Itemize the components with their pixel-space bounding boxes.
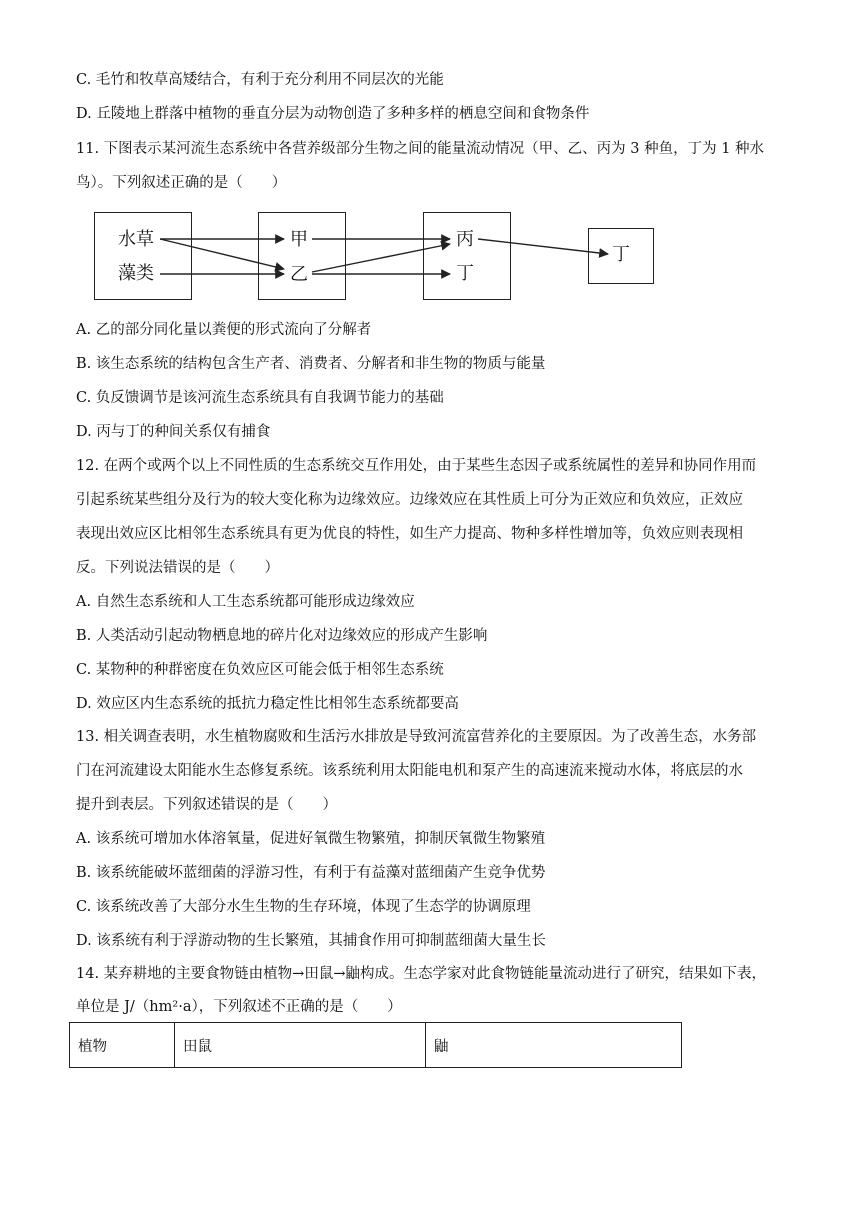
table-row: [70, 1023, 682, 1068]
label-bing: 丙: [456, 229, 474, 250]
arrows: [90, 208, 670, 308]
q11-option-d: D. 丙与丁的种间关系仅有捕食: [76, 424, 271, 440]
table-header-weasel: 鼬: [426, 1023, 682, 1068]
q10-option-c: C. 毛竹和牧草高矮结合，有利于充分利用不同层次的光能: [76, 72, 444, 88]
q14-energy-table: [69, 1022, 682, 1068]
energy-flow-diagram: [90, 208, 670, 308]
label-zaolei: 藻类: [118, 263, 154, 284]
q11-option-b: B. 该生态系统的结构包含生产者、消费者、分解者和非生物的物质与能量: [76, 356, 546, 372]
q12-option-d: D. 效应区内生态系统的抵抗力稳定性比相邻生态系统都要高: [76, 696, 459, 712]
q12-stem-line-1: 12. 在两个或两个以上不同性质的生态系统交互作用处，由于某些生态因子或系统属性的差异和协同作用而: [76, 458, 757, 474]
q12-stem-line-4: 反。下列说法错误的是（ ）: [76, 560, 279, 576]
q13-stem-line-3: 提升到表层。下列叙述错误的是（ ）: [76, 797, 337, 813]
label-ding-in-box: 丁: [456, 263, 474, 284]
q11-stem-line-1: 11. 下图表示某河流生态系统中各营养级部分生物之间的能量流动情况（甲、乙、丙为 3 种鱼，丁为 1 种水: [76, 141, 765, 157]
q11-option-c: C. 负反馈调节是该河流生态系统具有自我调节能力的基础: [76, 390, 444, 406]
q10-option-d: D. 丘陵地上群落中植物的垂直分层为动物创造了多种多样的栖息空间和食物条件: [76, 106, 590, 122]
q12-option-a: A. 自然生态系统和人工生态系统都可能形成边缘效应: [76, 594, 415, 610]
q13-stem-line-1: 13. 相关调查表明，水生植物腐败和生活污水排放是导致河流富营养化的主要原因。为了改善生态，水务部: [76, 729, 757, 745]
label-shuicao: 水草: [118, 229, 154, 250]
label-ding: 丁: [612, 244, 630, 265]
q13-option-a: A. 该系统可增加水体溶氧量，促进好氧微生物繁殖，抑制厌氧微生物繁殖: [76, 831, 546, 847]
q12-stem-line-3: 表现出效应区比相邻生态系统具有更为优良的特性，如生产力提高、物种多样性增加等，负效应则表现相: [76, 526, 743, 542]
q12-stem-line-2: 引起系统某些组分及行为的较大变化称为边缘效应。边缘效应在其性质上可分为正效应和负效应，正效应: [76, 492, 743, 508]
q12-option-c: C. 某物种的种群密度在负效应区可能会低于相邻生态系统: [76, 662, 444, 678]
table-header-vole: 田鼠: [175, 1023, 426, 1068]
label-yi: 乙: [290, 264, 308, 285]
q13-stem-line-2: 门在河流建设太阳能水生态修复系统。该系统利用太阳能电机和泵产生的高速流来搅动水体，将底层的水: [76, 763, 743, 779]
q14-stem-line-2: 单位是 J/（hm²·a），下列叙述不正确的是（ ）: [76, 999, 402, 1015]
q12-option-b: B. 人类活动引起动物栖息地的碎片化对边缘效应的形成产生影响: [76, 628, 488, 644]
label-jia: 甲: [290, 229, 308, 250]
q13-option-b: B. 该系统能破坏蓝细菌的浮游习性，有利于有益藻对蓝细菌产生竞争优势: [76, 865, 546, 881]
table-header-plant: 植物: [70, 1023, 175, 1068]
q14-stem-line-1: 14. 某弃耕地的主要食物链由植物→田鼠→鼬构成。生态学家对此食物链能量流动进行了研究，结果如下表，: [76, 966, 766, 982]
q11-stem-line-2: 鸟）。下列叙述正确的是（ ）: [76, 175, 287, 191]
q13-option-d: D. 该系统有利于浮游动物的生长繁殖，其捕食作用可抑制蓝细菌大量生长: [76, 933, 546, 949]
q11-option-a: A. 乙的部分同化量以粪便的形式流向了分解者: [76, 322, 372, 338]
q13-option-c: C. 该系统改善了大部分水生生物的生存环境，体现了生态学的协调原理: [76, 899, 531, 915]
